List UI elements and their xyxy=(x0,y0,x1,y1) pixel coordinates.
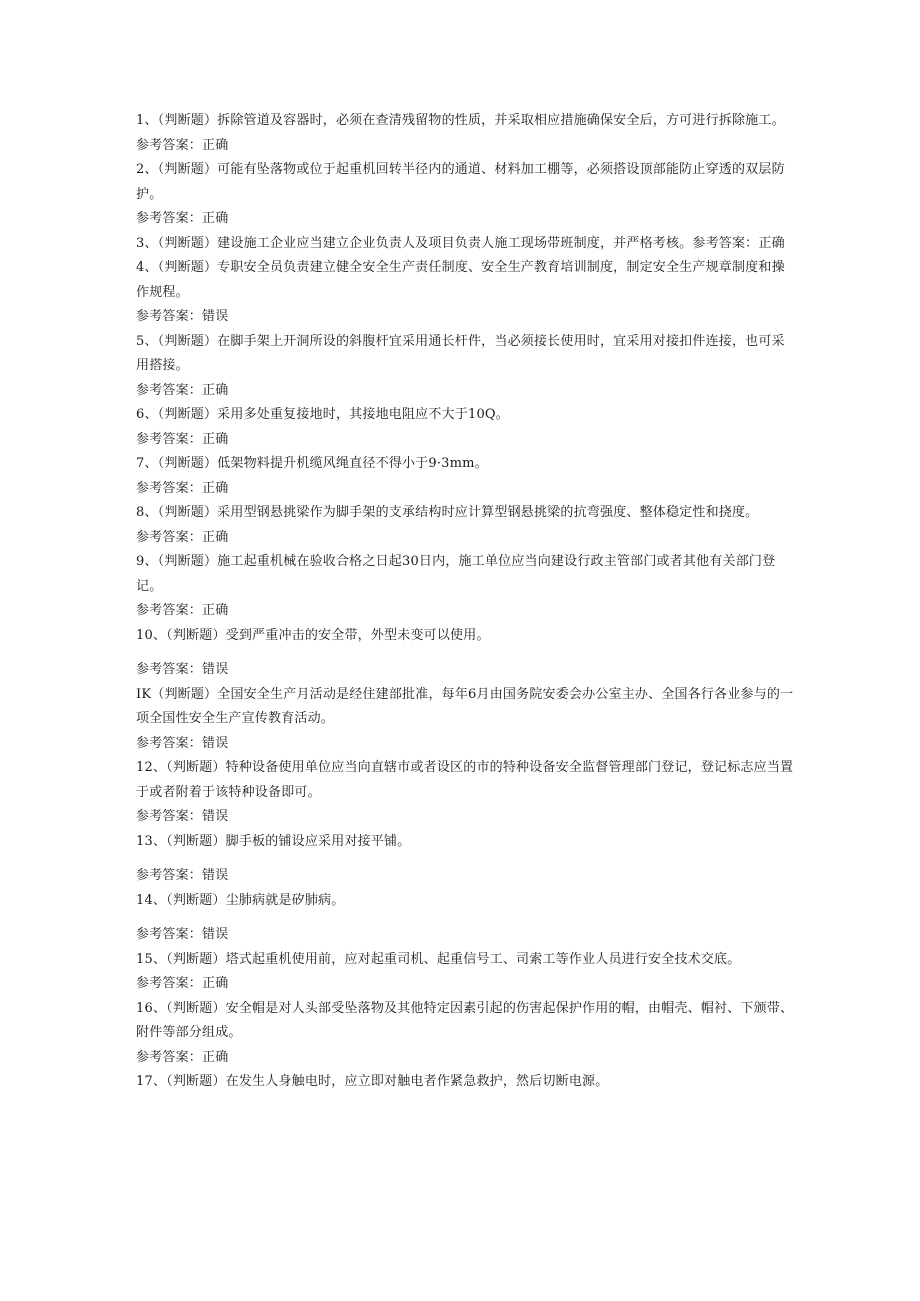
answer-4: 参考答案：错误 xyxy=(136,309,229,324)
question-11: IK（判断题）全国安全生产月活动是经住建部批准，每年6月由国务院安委会办公室主办、全国各行各业参与的一项全国性安全生产宣传教育活动。 xyxy=(136,686,794,726)
question-4: 4、（判断题）专职安全员负责建立健全安全生产责任制度、安全生产教育培训制度，制定安全生产规章制度和操作规程。 xyxy=(136,260,785,300)
answer-6: 参考答案：正确 xyxy=(136,431,229,447)
question-15: 15、（判断题）塔式起重机使用前，应对起重司机、起重信号工、司索工等作业人员进行安全技术交底。 xyxy=(136,951,741,967)
answer-11: 参考答案：错误 xyxy=(136,735,229,751)
question-14: 14、（判断题）尘肺病就是矽肺病。 xyxy=(136,892,345,908)
question-12: 12、（判断题）特种设备使用单位应当向直辖市或者设区的市的特种设备安全监督管理部门登记，登记标志应当置于或者附着于该特种设备即可。 xyxy=(136,760,794,800)
answer-2: 参考答案：正确 xyxy=(136,211,229,226)
answer-8: 参考答案：正确 xyxy=(136,529,229,545)
question-7: 7、（判断题）低架物料提升机缆风绳直径不得小于9·3mm。 xyxy=(136,456,488,471)
document-body xyxy=(136,109,796,1095)
answer-13: 参考答案：错误 xyxy=(136,868,229,883)
question-16: 16、（判断题）安全帽是对人头部受坠落物及其他特定因素引起的伤害起保护作用的帽，由帽壳、帽衬、下颁带、附件等部分组成。 xyxy=(136,1000,794,1040)
answer-10: 参考答案：错误 xyxy=(136,662,229,677)
question-5: 5、（判断题）在脚手架上开洞所设的斜腹杆宜采用通长杆件，当必须接长使用时，宜采用对接扣件连接，也可采用搭接。 xyxy=(136,333,785,373)
question-9: 9、（判断题）施工起重机械在验收合格之日起30日内，施工单位应当向建设行政主管部门或者其他有关部门登记。 xyxy=(136,554,776,594)
answer-14: 参考答案：错误 xyxy=(136,927,229,942)
question-6: 6、（判断题）采用多处重复接地时，其接地电阻应不大于10Q。 xyxy=(136,407,509,422)
answer-1: 参考答案：正确 xyxy=(136,137,229,153)
answer-12: 参考答案：错误 xyxy=(136,809,229,824)
question-17: 17、（判断题）在发生人身触电时，应立即对触电者作紧急救护，然后切断电源。 xyxy=(136,1074,609,1089)
question-3: 3、（判断题）建设施工企业应当建立企业负责人及项目负责人施工现场带班制度，并严格考核。参考答案：正确 xyxy=(136,235,785,251)
answer-7: 参考答案：正确 xyxy=(136,480,229,496)
question-13: 13、（判断题）脚手板的铺设应采用对接平铺。 xyxy=(136,833,411,849)
answer-15: 参考答案：正确 xyxy=(136,976,229,991)
question-10: 10、（判断题）受到严重冲击的安全带，外型未变可以使用。 xyxy=(136,627,490,643)
answer-5: 参考答案：正确 xyxy=(136,382,229,398)
answer-9: 参考答案：正确 xyxy=(136,603,229,618)
answer-16: 参考答案：正确 xyxy=(136,1049,229,1065)
question-1: 1、（判断题）拆除管道及容器时，必须在查清残留物的性质，并采取相应措施确保安全后，方可进行拆除施工。 xyxy=(136,113,785,128)
question-8: 8、（判断题）采用型钢悬挑梁作为脚手架的支承结构时应计算型钢悬挑梁的抗弯强度、整体稳定性和挠度。 xyxy=(136,505,759,520)
question-2: 2、（判断题）可能有坠落物或位于起重机回转半径内的通道、材料加工棚等，必须搭设顶部能防止穿透的双层防护。 xyxy=(136,162,785,202)
